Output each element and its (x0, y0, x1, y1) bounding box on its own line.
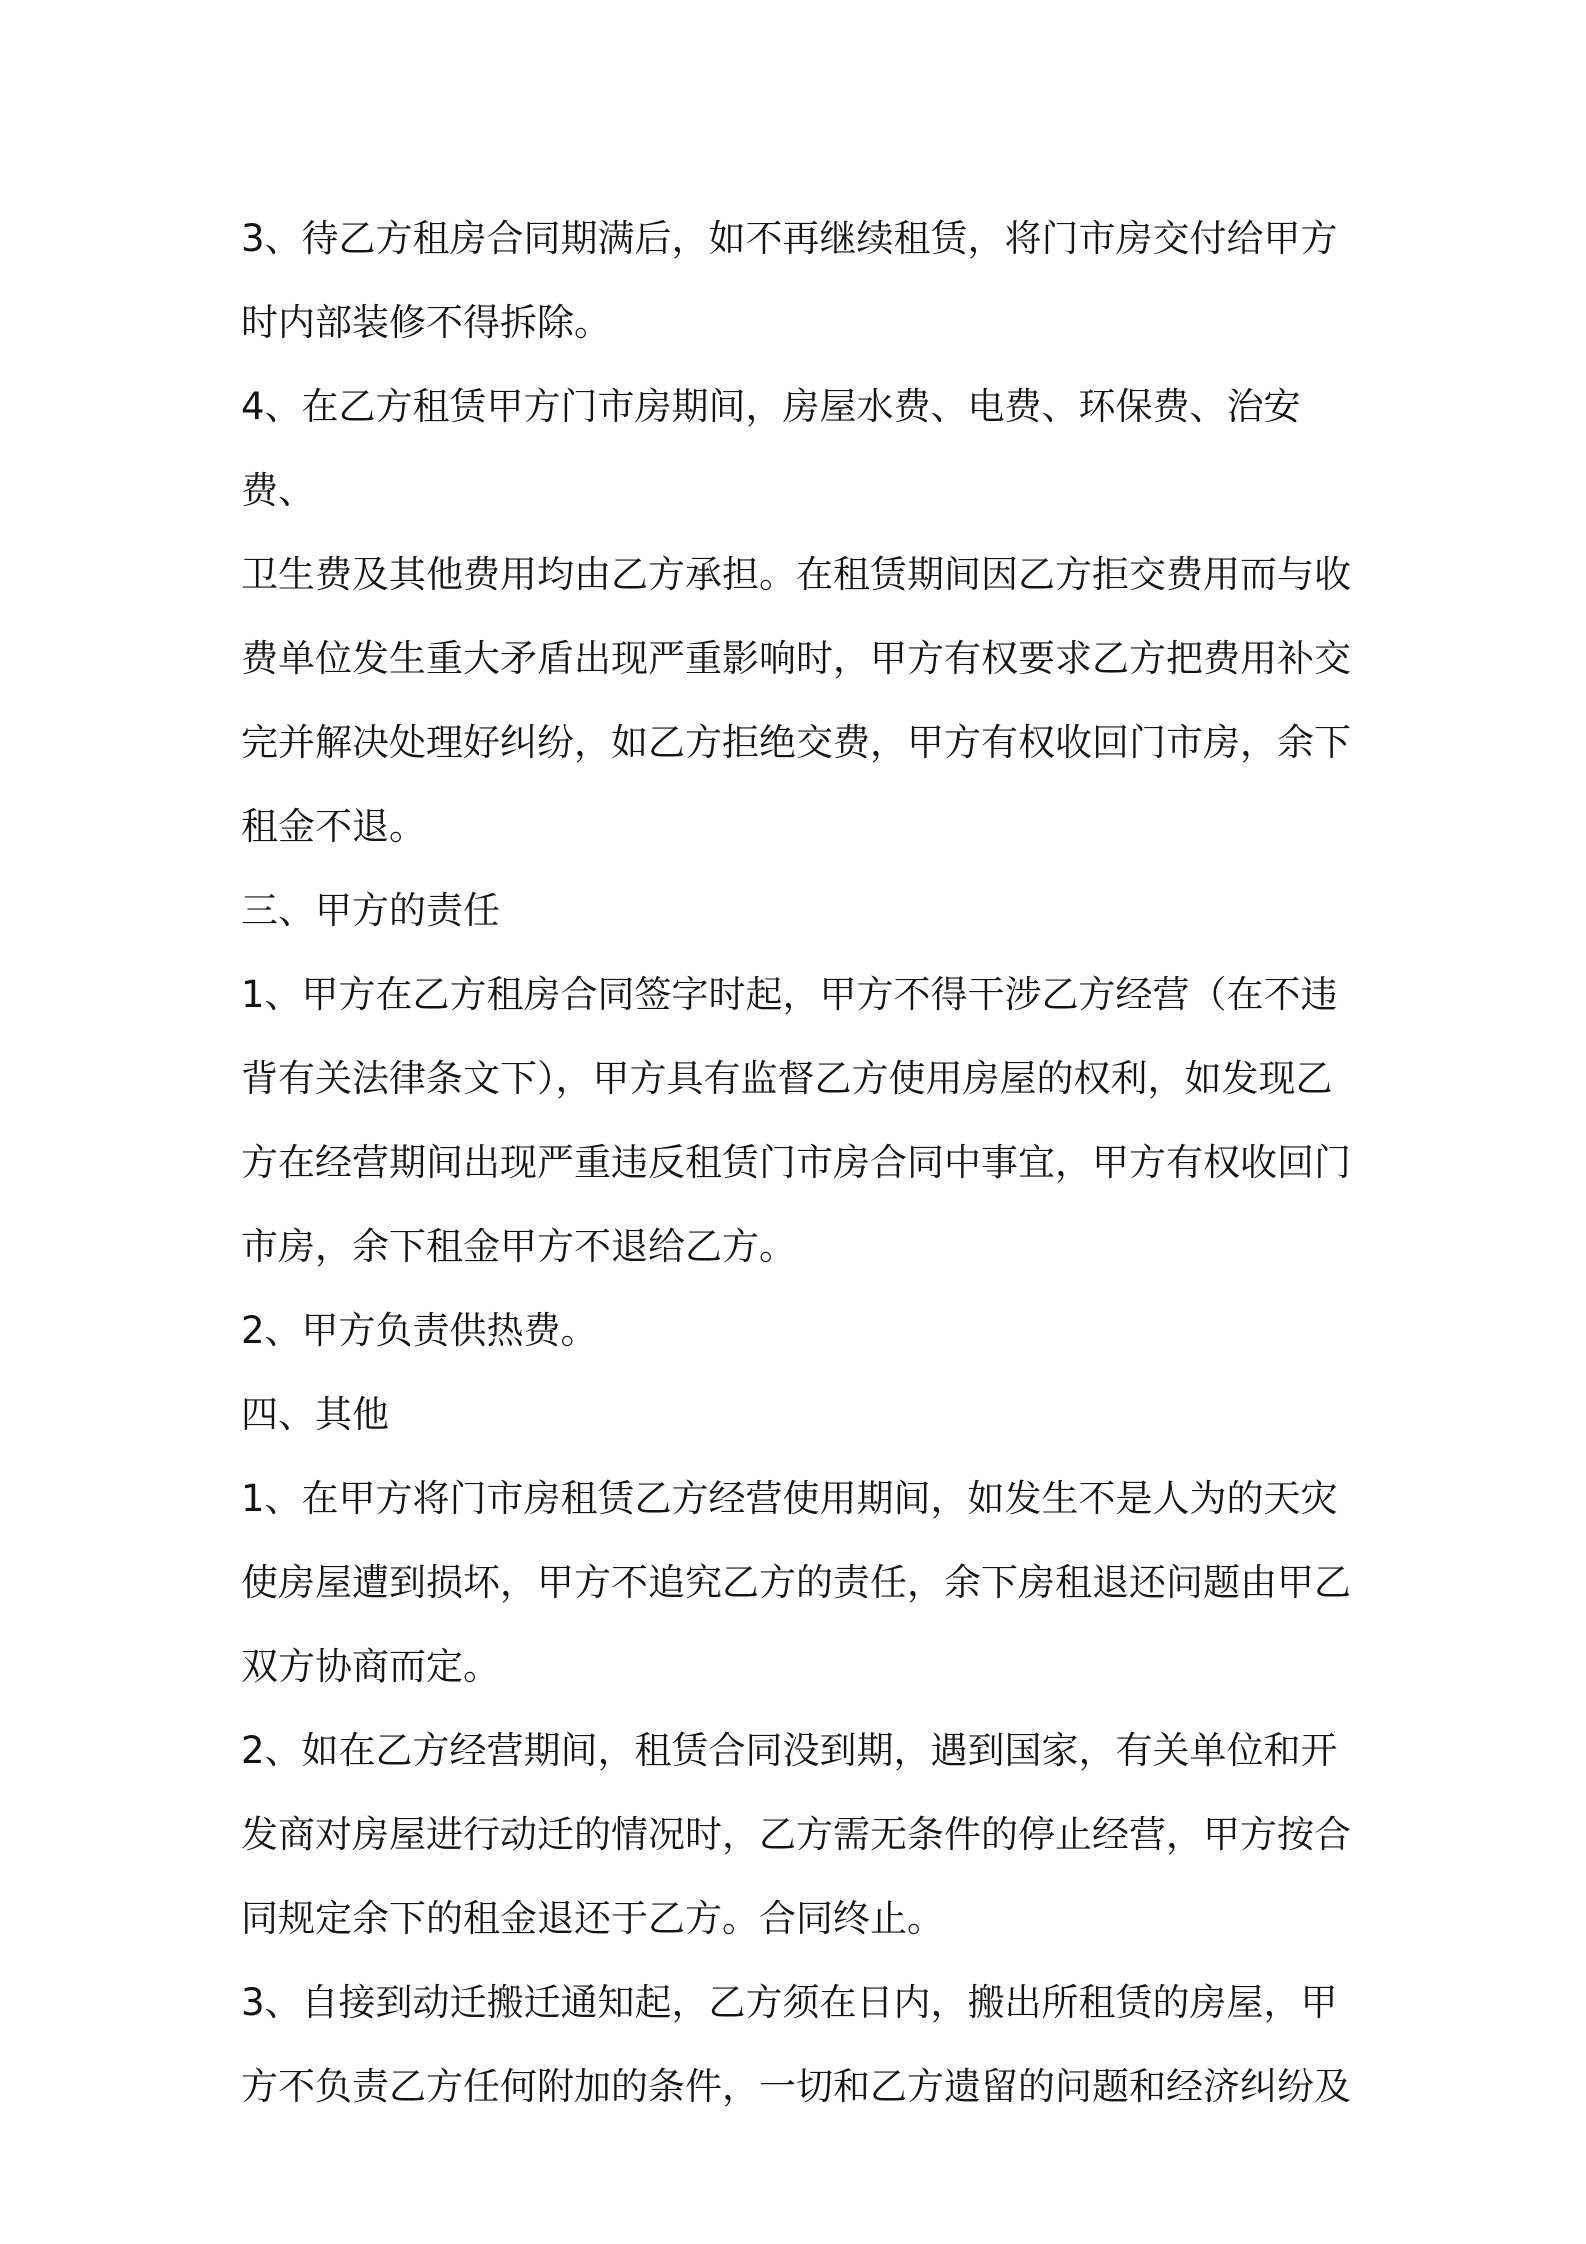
document-body (241, 197, 1366, 2129)
text-line: 4、在乙方租赁甲方门市房期间，房屋水费、电费、环保费、治安费、 (241, 385, 1301, 512)
text-line: 费单位发生重大矛盾出现严重影响时，甲方有权要求乙方把费用补交 (241, 637, 1351, 680)
section-heading: 三、甲方的责任 (241, 889, 500, 932)
text-line: 完并解决处理好纠纷，如乙方拒绝交费，甲方有权收回门市房，余下 (241, 721, 1351, 764)
text-line: 同规定余下的租金退还于乙方。合同终止。 (241, 1897, 944, 1940)
text-line: 3、自接到动迁搬迁通知起，乙方须在日内，搬出所租赁的房屋，甲 (241, 1981, 1338, 2024)
section-heading: 四、其他 (241, 1393, 389, 1436)
text-line: 卫生费及其他费用均由乙方承担。在租赁期间因乙方拒交费用而与收 (241, 553, 1351, 596)
text-line: 发商对房屋进行动迁的情况时，乙方需无条件的停止经营，甲方按合 (241, 1813, 1351, 1856)
text-line: 2、甲方负责供热费。 (241, 1309, 598, 1352)
text-line: 使房屋遭到损坏，甲方不追究乙方的责任，余下房租退还问题由甲乙 (241, 1561, 1351, 1604)
text-line: 方在经营期间出现严重违反租赁门市房合同中事宜，甲方有权收回门 (241, 1141, 1351, 1184)
text-line: 背有关法律条文下），甲方具有监督乙方使用房屋的权利，如发现乙 (241, 1057, 1333, 1100)
text-line: 市房，余下租金甲方不退给乙方。 (241, 1225, 796, 1268)
text-line: 时内部装修不得拆除。 (241, 301, 611, 344)
text-line: 租金不退。 (241, 805, 426, 848)
text-line: 2、如在乙方经营期间，租赁合同没到期，遇到国家，有关单位和开 (241, 1729, 1338, 1772)
text-line: 方不负责乙方任何附加的条件，一切和乙方遗留的问题和经济纠纷及 (241, 2065, 1351, 2108)
text-line: 1、甲方在乙方租房合同签字时起，甲方不得干涉乙方经营（在不违 (241, 973, 1338, 1016)
text-line: 1、在甲方将门市房租赁乙方经营使用期间，如发生不是人为的天灾 (241, 1477, 1338, 1520)
text-line: 双方协商而定。 (241, 1645, 500, 1688)
text-line: 3、待乙方租房合同期满后，如不再继续租赁，将门市房交付给甲方 (241, 217, 1338, 260)
